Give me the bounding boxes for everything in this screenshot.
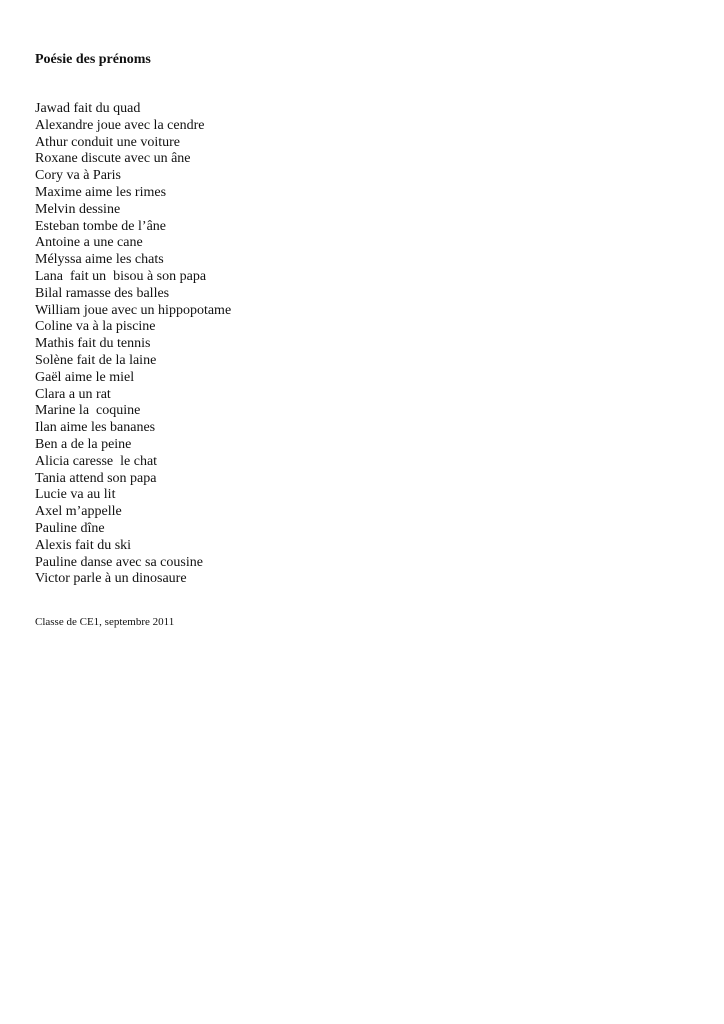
poem-line: Coline va à la piscine bbox=[35, 319, 156, 335]
poem-line: Esteban tombe de l’âne bbox=[35, 218, 167, 234]
poem-line: Athur conduit une voiture bbox=[35, 134, 181, 150]
poem-line: Antoine a une cane bbox=[35, 235, 143, 251]
poem-line: Maxime aime les rimes bbox=[35, 184, 167, 200]
poem-line: Melvin dessine bbox=[35, 201, 121, 217]
poem-line: Clara a un rat bbox=[35, 386, 111, 402]
poem-line: Solène fait de la laine bbox=[35, 352, 157, 368]
poem-line: Alexandre joue avec la cendre bbox=[35, 117, 205, 133]
poem-line: Mathis fait du tennis bbox=[35, 336, 151, 352]
poem-line: Mélyssa aime les chats bbox=[35, 252, 164, 268]
poem-lines bbox=[35, 101, 231, 588]
poem-line: Victor parle à un dinosaure bbox=[35, 571, 187, 587]
poem-line: Axel m’appelle bbox=[35, 504, 122, 520]
poem-line: Pauline dîne bbox=[35, 520, 105, 536]
poem-line: William joue avec un hippopotame bbox=[35, 302, 232, 318]
poem-line: Pauline danse avec sa cousine bbox=[35, 554, 203, 570]
poem-line: Gaël aime le miel bbox=[35, 369, 135, 385]
poem-line: Lucie va au lit bbox=[35, 487, 116, 503]
poem-line: Ben a de la peine bbox=[35, 436, 132, 452]
poem-line: Alexis fait du ski bbox=[35, 537, 132, 553]
poem-line: Lana fait un bisou à son papa bbox=[35, 268, 207, 284]
poem-line: Cory va à Paris bbox=[35, 168, 121, 184]
document-footer: Classe de CE1, septembre 2011 bbox=[35, 616, 175, 628]
poem-line: Marine la coquine bbox=[35, 403, 141, 419]
poem-line: Roxane discute avec un âne bbox=[35, 151, 191, 167]
poem-line: Tania attend son papa bbox=[35, 470, 157, 486]
poem-line: Alicia caresse le chat bbox=[35, 453, 158, 469]
document-title: Poésie des prénoms bbox=[35, 52, 151, 67]
poem-line: Jawad fait du quad bbox=[35, 101, 141, 116]
poem-line: Ilan aime les bananes bbox=[35, 420, 156, 436]
poem-line: Bilal ramasse des balles bbox=[35, 285, 170, 301]
